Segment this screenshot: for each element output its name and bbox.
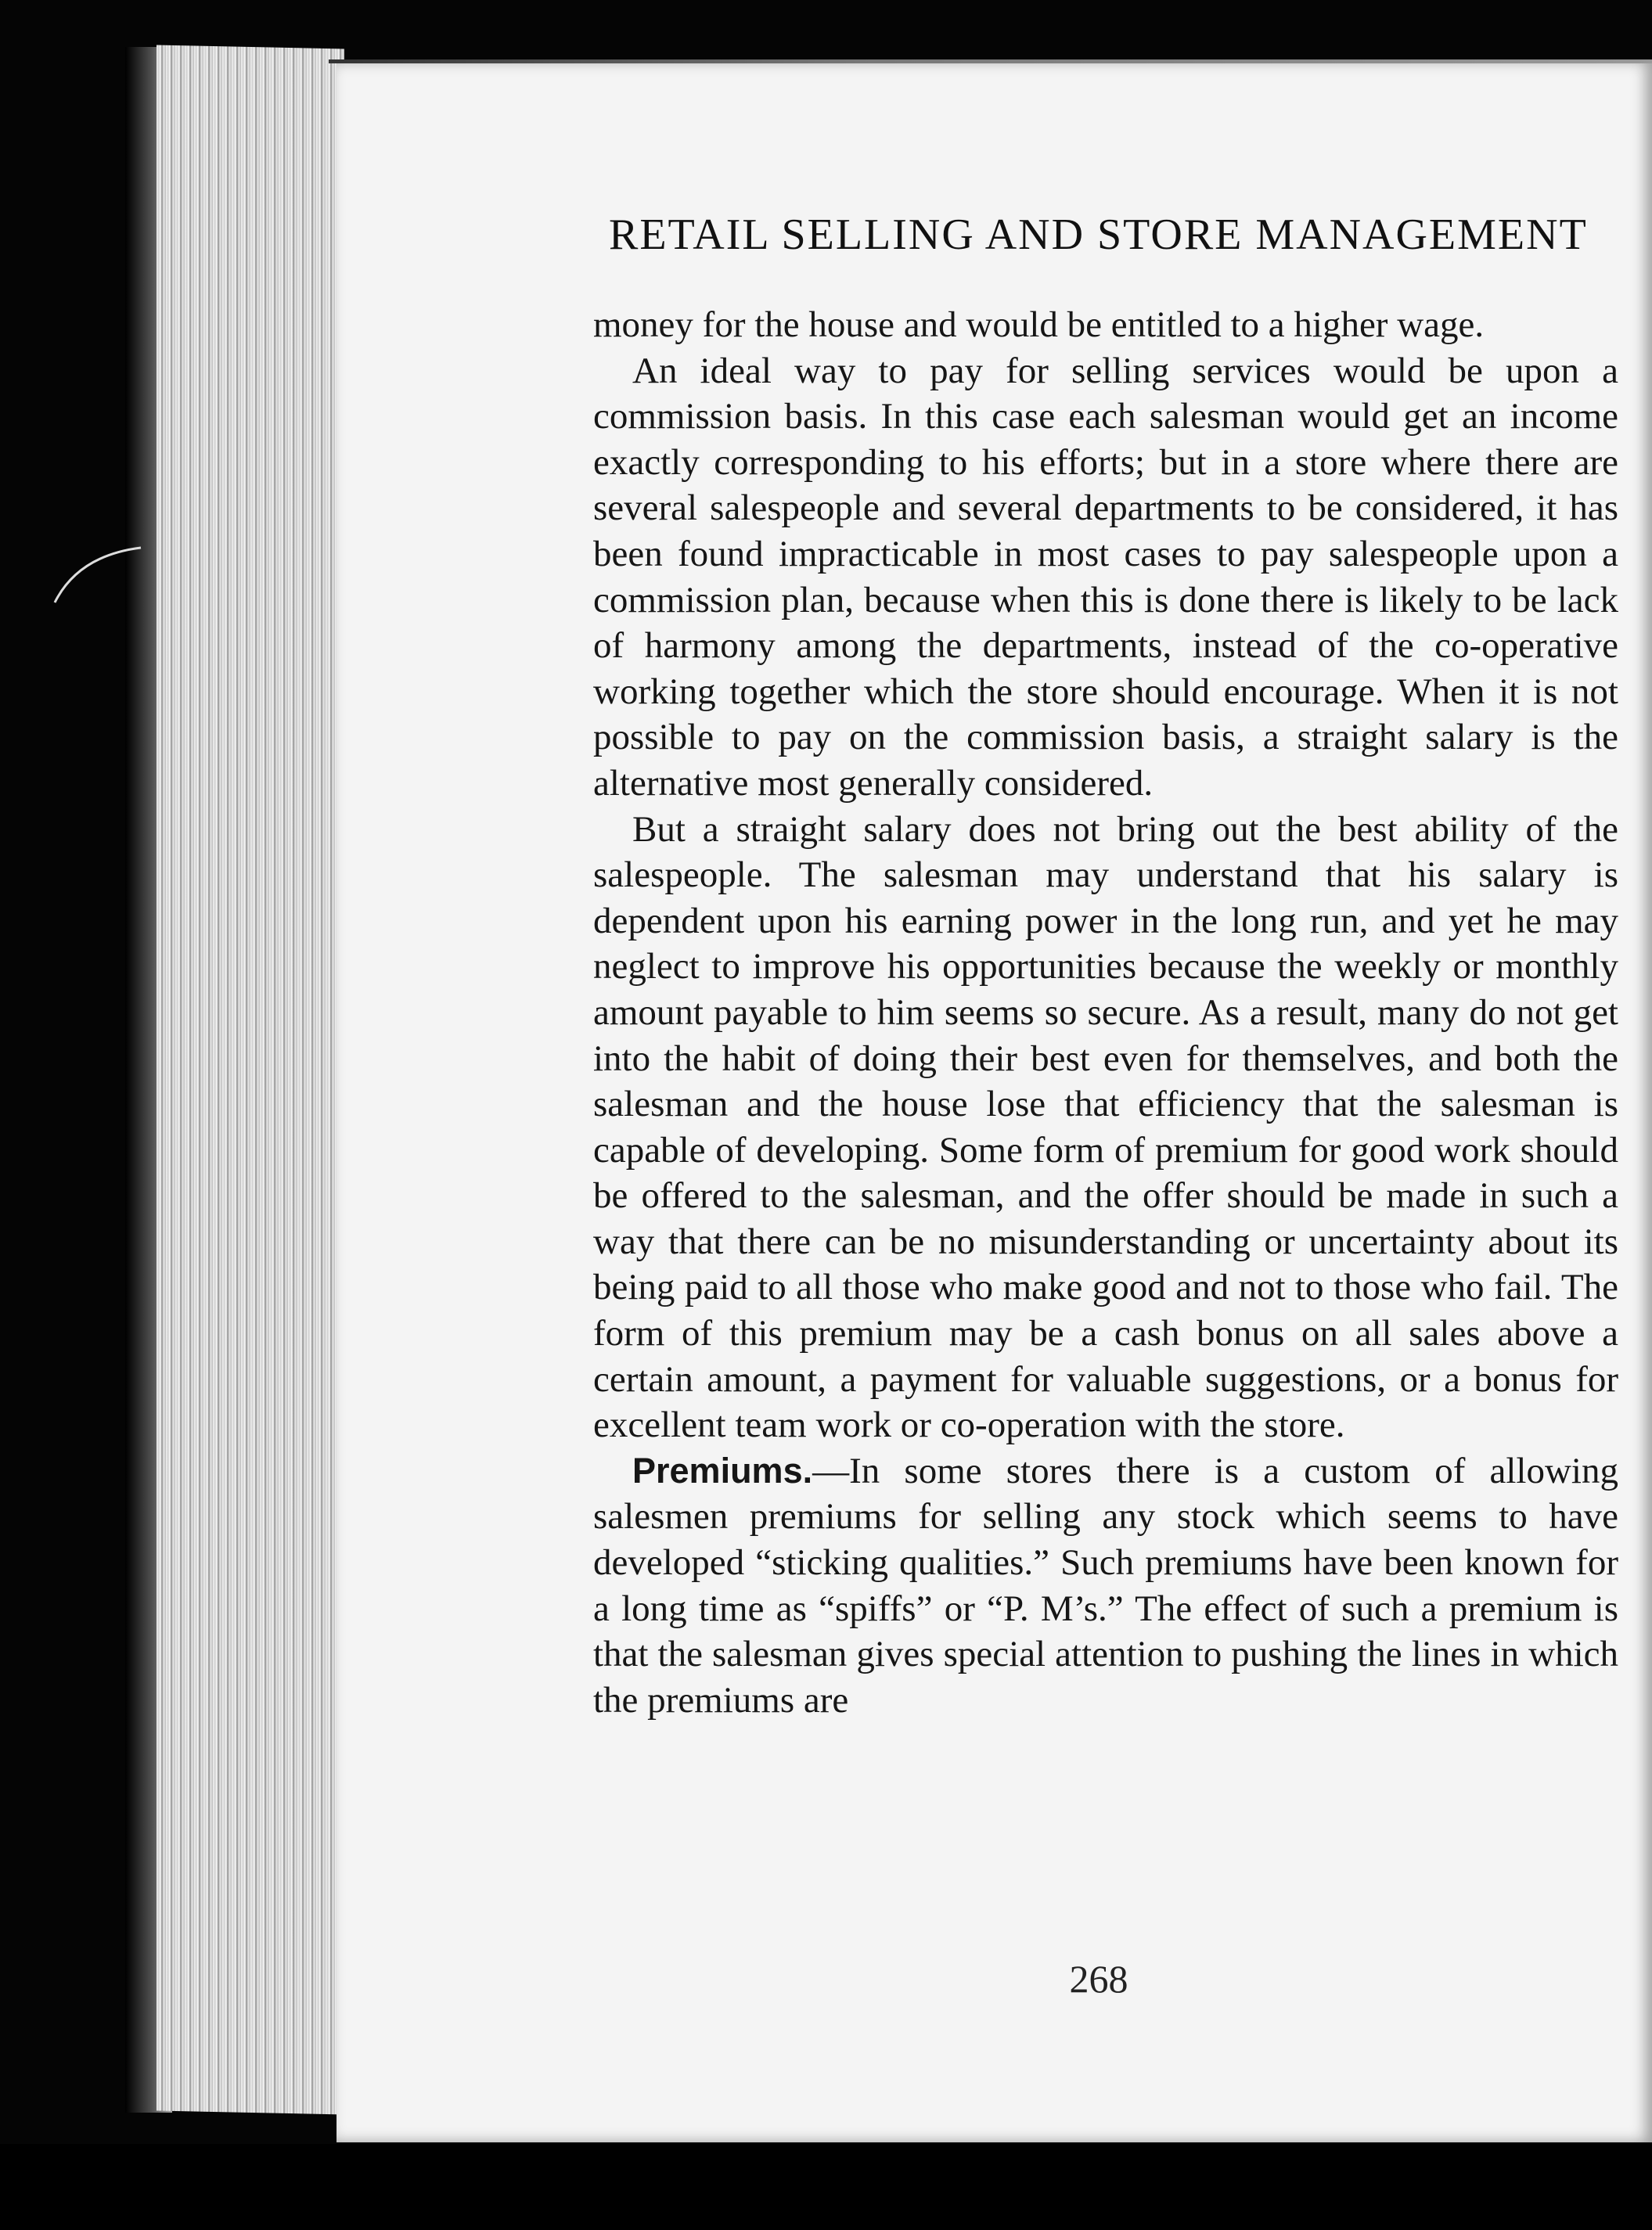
running-head: RETAIL SELLING AND STORE MANAGEMENT	[609, 210, 1588, 259]
paragraph-1: money for the house and would be entitled to a higher wage.	[593, 304, 1485, 345]
paragraph-2: An ideal way to pay for selling services would be upon a commission basis. In this case each salesman would get an income exactly corresponding to his efforts; but in a store where there are several salespeople and several departments to be considered, it has been found impracticable in most cases to pay salespeople upon a commission plan, because when this is done there is likely to be lack of harmony among the departments, instead of the co-operative working together which the store should encourage. When it is not possible to pay on the commission basis, a straight salary is the alternative most generally considered.	[593, 350, 1618, 804]
scan-bottom-border	[0, 2144, 1652, 2230]
paragraph-3: But a straight salary does not bring out the best ability of the salespeople. The salesman may understand that his salary is dependent upon his earning power in the long run, and yet he may neglect to improve his opportunities because the weekly or monthly amount payable to him seems so secure. As a result, many do not get into the habit of doing their best even for themselves, and both the salesman and the house lose that efficiency that the salesman is capable of developing. Some form of premium for good work should be offered to the salesman, and the offer should be made in such a way that there can be no misunderstanding or uncertainty about its being paid to all those who make good and not to those who fail. The form of this premium may be a cash bonus on all sales above a certain amount, a payment for valuable suggestions, or a bonus for excellent team work or co-operation with the store.	[593, 808, 1618, 1446]
page-number: 268	[1069, 1957, 1128, 2001]
page-top-edge	[329, 59, 1652, 63]
premiums-heading: Premiums.	[632, 1450, 813, 1491]
paragraph-premiums	[593, 1448, 1618, 1724]
body-text	[593, 302, 1618, 1723]
premiums-text: —In some stores there is a custom of allowing salesmen premiums for selling any stock which seems to have developed “sticking qualities.” Such premiums have been known for a long time as “spiffs” or “P. M’s.” The effect of such a premium is that the salesman gives special attention to pushing the lines in which the premiums are	[593, 1450, 1618, 1721]
book-page-edges	[157, 45, 344, 2114]
binding-thread-mark	[47, 540, 188, 634]
